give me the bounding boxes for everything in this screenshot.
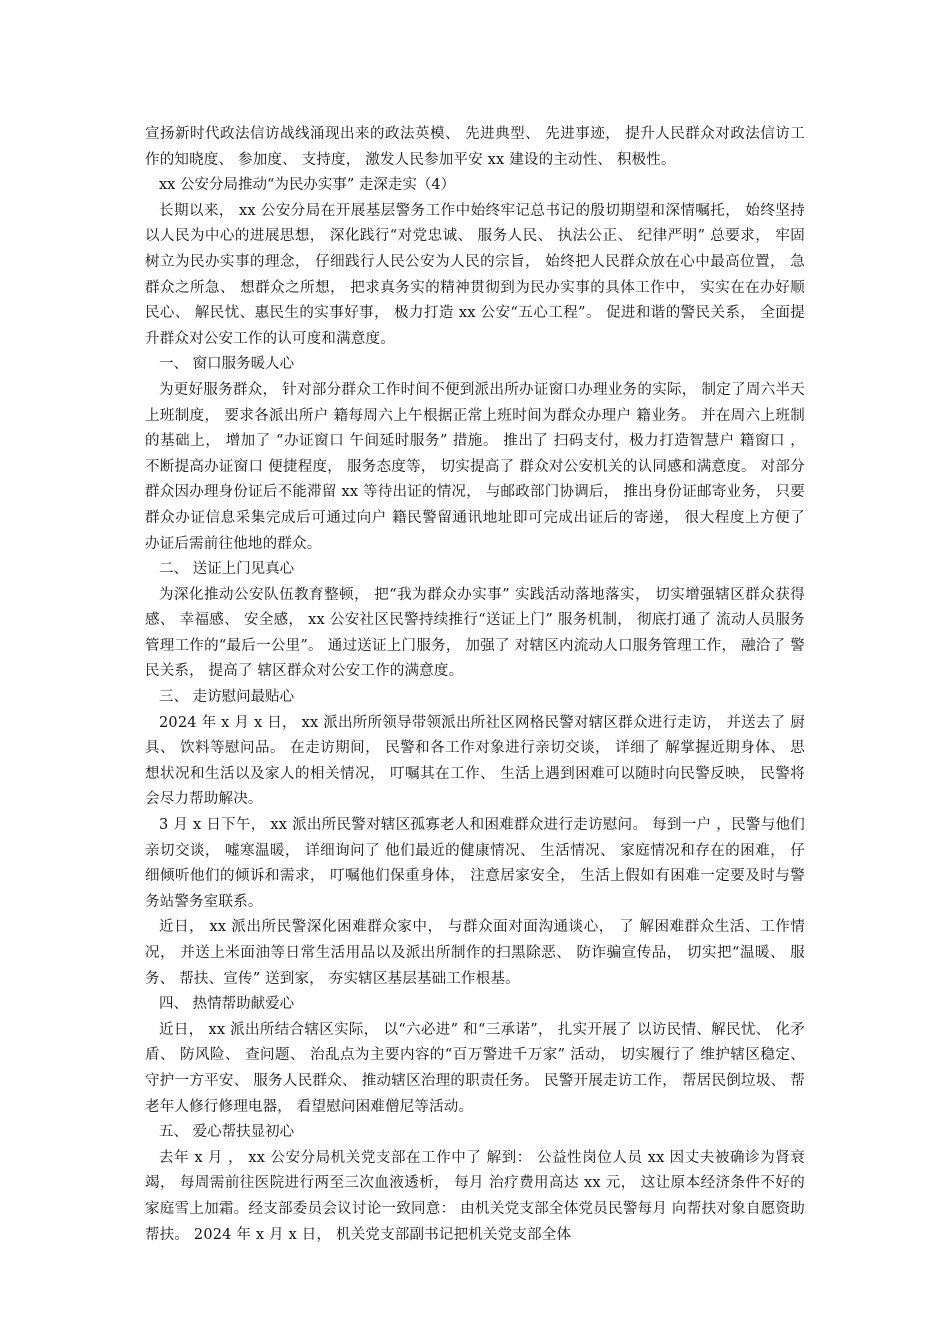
paragraph-section-4: 近日， xx 派出所结合辖区实际， 以“六必进” 和“三承诺”， 扎实开展了 以访民情、解民忧、 化矛盾、 防风险、 查问题、 治乱点为主要内容的“百万警进千万家” 活动， 切实履行了 维护辖区稳定、 守护一方平安、 服务人民群众、 推动辖区治理的职责任务。 民警开展走访工作， 帮居民倒垃圾、 帮老年人修行修理电器， 看望慰问困难僧尼等活动。 — [145, 1021, 805, 1115]
document-page — [145, 122, 805, 1248]
paragraph-section-2: 为深化推动公安队伍教育整顿， 把“我为群众办实事” 实践活动落地落实， 切实增强辖区群众获得感、 幸福感、 安全感， xx 公安社区民警持续推行“送证上门” 服务机制， 彻底打通了 流动人员服务管理工作的“最后一公里”。 通过送证上门服务， 加强了 对辖区内流动人口服务管理工作， 融洽了 警民关系， 提高了 辖区群众对公安工作的满意度。 — [145, 586, 805, 680]
section-heading-1: 一、 窗口服务暖人心 — [159, 356, 295, 373]
paragraph-overview: 长期以来， xx 公安分局在开展基层警务工作中始终牢记总书记的殷切期望和深情嘱托， 始终坚持以人民为中心的进展思想， 深化践行“对党忠诚、 服务人民、 执法公正、 纪律严明” 总要求， 牢固树立为民办实事的理念， 仔细践行人民公安为人民的宗旨， 始终把人民群众放在心中最高位置， 急群众之所急、 想群众之所想， 把求真务实的精神贯彻到为民办实事的具体工作中， 实实在在办好顺民心、 解民忧、惠民生的实事好事， 极力打造 xx 公安“五心工程”。 促进和谐的警民关系， 全面提升群众对公安工作的认可度和满意度。 — [145, 202, 805, 347]
section-heading-3: 三、 走访慰问最贴心 — [159, 689, 295, 706]
section-heading-5: 五、 爱心帮扶显初心 — [159, 1124, 295, 1141]
paragraph-section-3b: 3 月 x 日下午， xx 派出所民警对辖区孤寡老人和困难群众进行走访慰问。 每到一户 ，民警与他们亲切交谈， 嘘寒温暖， 详细询问了 他们最近的健康情况、 生活情况、 家庭情况和存在的困难， 仔细倾听他们的倾诉和需求， 叮嘱他们保重身体， 注意居家安全， 生活上假如有困难一定要及时与警务站警务室联系。 — [145, 817, 805, 910]
paragraph-section-1: 为更好服务群众， 针对部分群众工作时间不便到派出所办证窗口办理业务的实际， 制定了周六半天上班制度， 要求各派出所户 籍每周六上午根据正常上班时间为群众办理户 籍业务。 并在周六上班制的基础上， 增加了 “办证窗口 午间延时服务” 措施。 推出了 扫码支付，极力打造智慧户 籍窗口 ， 不断提高办证窗口 便捷程度， 服务态度等， 切实提高了 群众对公安机关的认同感和满意度。 对部分群众因办理身份证后不能滞留 xx 等待出证的情况， 与邮政部门协调后， 推出身份证邮寄业务， 只要群众办证信息采集完成后可通过向户 籍民警留通讯地址即可完成出证后的寄递， 很大程度上方便了 办证后需前往他地的群众。 — [145, 381, 805, 552]
paragraph-section-3c: 近日， xx 派出所民警深化困难群众家中， 与群众面对面沟通谈心， 了 解困难群众生活、工作情况， 并送上米面油等日常生活用品以及派出所制作的扫黑除恶、 防诈骗宣传品， 切实把“温暖、 服务、 帮扶、宣传” 送到家， 夯实辖区基层基础工作根基。 — [145, 919, 805, 987]
paragraph-section-3a: 2024 年 x 月 x 日， xx 派出所所领导带领派出所社区网格民警对辖区群众进行走访， 并送去了 厨具、 饮料等慰问品。 在走访期间， 民警和各工作对象进行亲切交谈， 详细了 解掌握近期身体、 思想状况和生活以及家人的相关情况， 叮嘱其在工作、 生活上遇到困难可以随时向民警反映， 民警将会尽力帮助解决。 — [145, 714, 805, 808]
section-heading-4: 四、 热情帮助献爱心 — [159, 996, 295, 1013]
section-heading-2: 二、 送证上门见真心 — [159, 561, 295, 578]
paragraph-section-5: 去年 x 月 ， xx 公安分局机关党支部在工作中了 解到： 公益性岗位人员 xx 因丈夫被确诊为肾衰竭， 每周需前往医院进行两至三次血液透析， 每月 治疗费用高达 xx 元， 这让原本经济条件不好的家庭雪上加霜。经支部委员会议讨论一致同意： 由机关党支部全体党员民警每月 向帮扶对象自愿资助帮扶。 2024 年 x 月 x 日， 机关党支部副书记把机关党支部全体 — [145, 1149, 805, 1243]
paragraph-intro: 宣扬新时代政法信访战线涌现出来的政法英模、 先进典型、 先进事迹， 提升人民群众对政法信访工作的知晓度、 参加度、 支持度， 激发人民参加平安 xx 建设的主动性、 积极性。 — [145, 126, 805, 168]
document-title: xx 公安分局推动“为民办实事” 走深走实（4） — [159, 177, 456, 194]
